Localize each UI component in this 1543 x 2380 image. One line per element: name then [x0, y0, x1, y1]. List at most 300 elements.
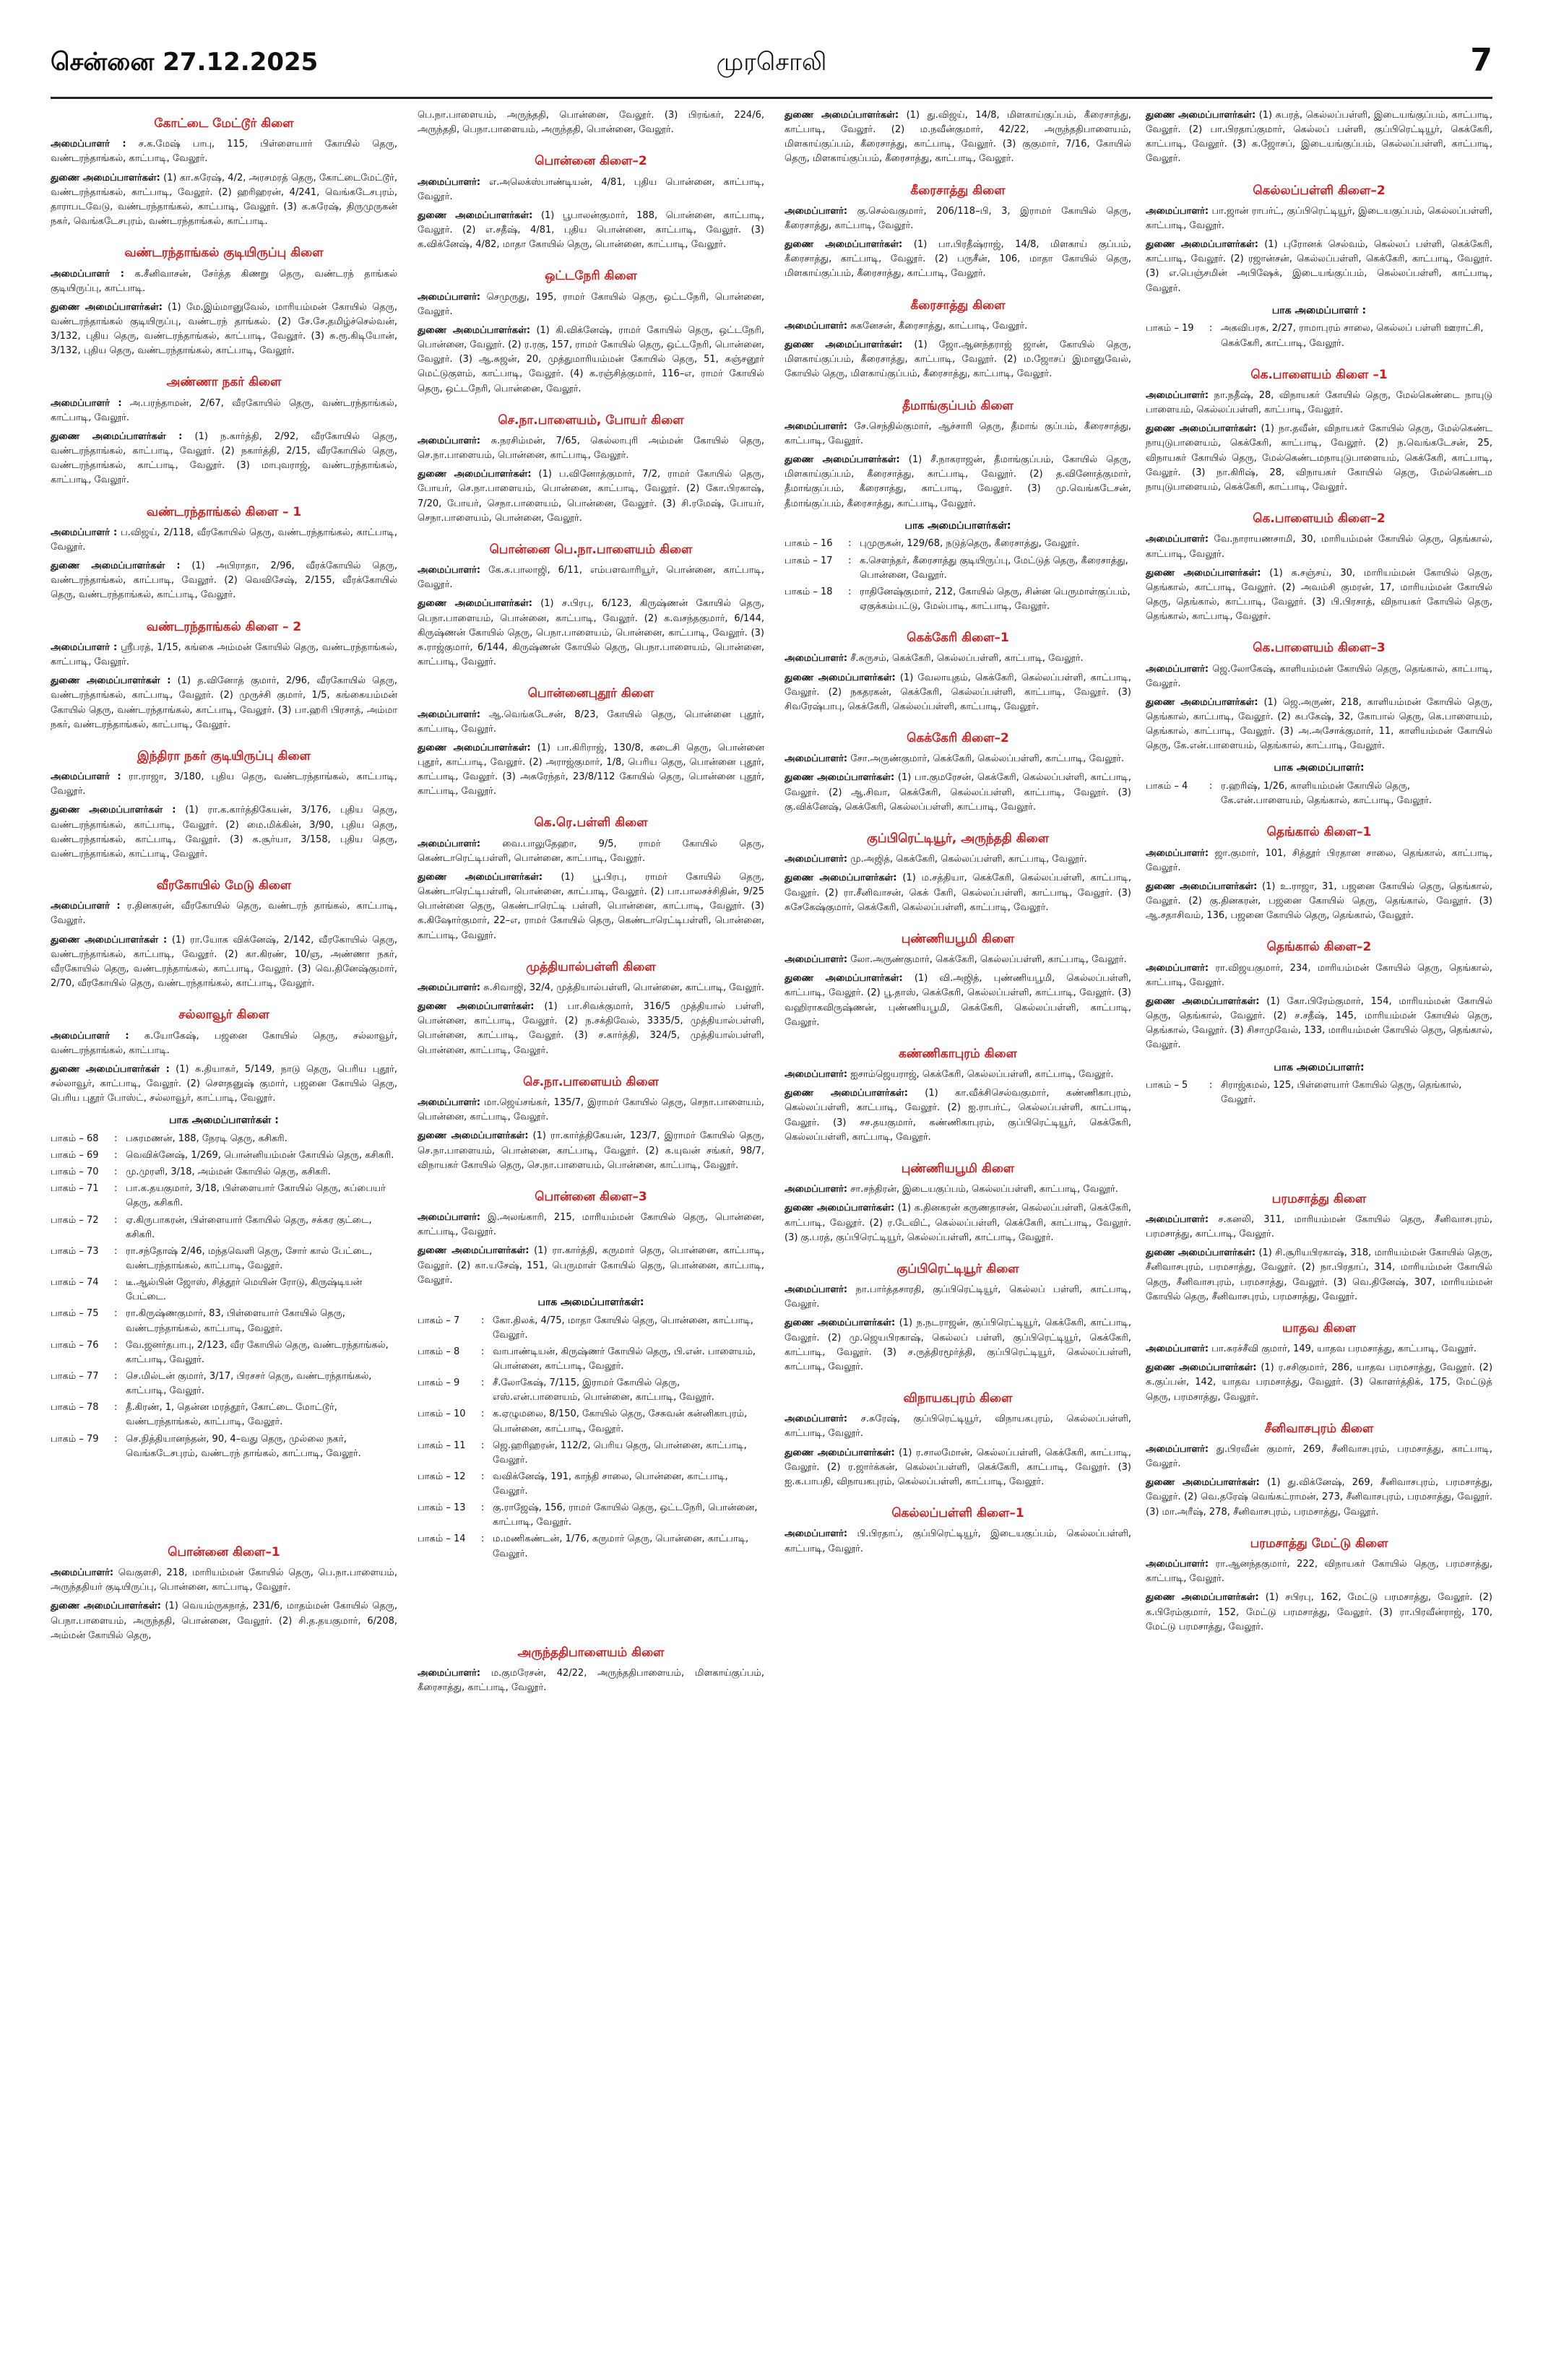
- subheading: பாக அமைப்பாளர் :: [1271, 304, 1367, 316]
- entry-text: சோ.அருண்குமார், கெக்கேரி, கெல்லப்பள்ளி, காட்பாடி, வேலூர்.: [850, 753, 1125, 765]
- booth-person: ர.ஹரிஷ், 1/26, காளியம்மன் கோயில் தெரு, கே.என்.பாளையம், தெங்கால், காட்பாடி, வேலூர்.: [1221, 781, 1432, 807]
- booth-row: [51, 1132, 397, 1146]
- entry-paragraph: [51, 770, 397, 799]
- section-heading: வண்டரந்தாங்கல் கிளை – 2: [146, 619, 302, 634]
- entry-label: துணை அமைப்பாளர்கள்:: [51, 301, 163, 313]
- entry-label: துணை அமைப்பாளர்கள்:: [1146, 1362, 1257, 1374]
- entry-label: அமைப்பாளர்:: [785, 753, 848, 765]
- booth-row: [51, 1369, 397, 1398]
- entry-paragraph: [418, 981, 764, 995]
- booth-colon: :: [114, 1371, 118, 1382]
- entry-text: (1) பூபாலன்குமார், 188, பொன்னை, காட்பாடி, வேலூர். (2) எ.சதீஷ், 4/81, புதிய பொன்னை, காட்பாடி, வேலூர். (3) க.விக்னேஷ், 4/82, மாதா கோயில் தெரு, பொன்னை, காட்பாடி, வேலூர்.: [418, 209, 764, 251]
- booth-number: பாகம் – 76: [51, 1339, 99, 1351]
- booth-colon: :: [481, 1377, 485, 1389]
- entry-label: அமைப்பாளர்:: [785, 854, 848, 865]
- entry-text: ச.க.மேஷ் பாபு, 115, பிள்ளையார் கோயில் தெரு, வண்டரந்தாங்கல், காட்பாடி, வேலூர்.: [51, 139, 397, 165]
- section-heading: ஒட்டநேரி கிளை: [545, 269, 637, 284]
- entry-label: அமைப்பாளர் :: [51, 139, 126, 150]
- entry-label: துணை அமைப்பாளர்கள்:: [418, 1130, 529, 1142]
- entry-paragraph: [1146, 1442, 1492, 1471]
- booth-colon: :: [1209, 1080, 1213, 1091]
- entry-text: க.சீனிவாசன், சேர்த்த கிணறு தெரு, வண்டரந் தாங்கல் குடியிருப்பு, காட்பாடி.: [51, 268, 397, 294]
- entry-paragraph: [418, 290, 764, 319]
- entry-text: இ.அலங்காரி, 215, மாரியம்மன் கோயில் தெரு, பொன்னை, காட்பாடி, வேலூர்.: [418, 1212, 764, 1238]
- entry-paragraph: [51, 674, 397, 732]
- entry-label: துணை அமைப்பாளர்கள்:: [1146, 996, 1260, 1008]
- entry-text: (1) ர.சசிகுமார், 286, யாதவ பரமசாத்து, வேலூர். (2) க.குப்பன், 142, யாதவ பரமசாத்து, வேலூர். (3) கொளர்த்திக், 175, மேட்டுத் தெரு, பரமசாத்து, வேலூர்.: [1146, 1362, 1492, 1403]
- entry-label: துணை அமைப்பாளர்கள்:: [785, 973, 903, 985]
- entry-text: எ.அலெக்ஸ்பாண்டியன், 4/81, புதிய பொன்னை, காட்பாடி, வேலூர்.: [418, 176, 764, 202]
- entry-label: அமைப்பாளர்:: [785, 1184, 848, 1195]
- entry-paragraph: [785, 1086, 1131, 1145]
- entry-paragraph: [418, 741, 764, 800]
- booth-person: ராதினேஷ்குமார், 212, கோயில் தெரு, சின்ன பெருமாள்குப்பம், ஏகுக்கம்பட்டு, மேல்பாடி, காட்பாடி, வேலூர்.: [860, 586, 1131, 612]
- section-heading: வீரகோயில் மேடு கிளை: [156, 878, 292, 893]
- section-heading: கெல்லப்பள்ளி கிளை–1: [891, 1506, 1024, 1521]
- entry-paragraph: [1146, 566, 1492, 625]
- booth-person: டீ.ஆல்பின் ஜோஸ், சித்தூர் மெயின் ரோடு, கிருஷ்டியன் பேட்டை.: [126, 1277, 363, 1303]
- entry-paragraph: [1146, 696, 1492, 754]
- booth-row: [418, 1501, 764, 1530]
- entry-label: துணை அமைப்பாளர்கள்:: [785, 1088, 908, 1099]
- entry-text: (1) பா.சிவக்குமார், 316/5 முத்தியால் பள்ளி, பொன்னை, காட்பாடி, வேலூர். (2) ந.சக்திவேல், 3335/5, முத்தியால்பள்ளி, பொன்னை, காட்பாடி, வேலூர். (3) ச.கார்த்தி, 324/5, முத்தியால்பள்ளி, பொன்னை, காட்பாடி, வேலூர்.: [418, 1001, 764, 1056]
- booth-number: பாகம் – 10: [418, 1408, 466, 1420]
- entry-label: துணை அமைப்பாளர்கள்:: [1146, 567, 1261, 579]
- booth-row: [418, 1345, 764, 1374]
- booth-colon: :: [114, 1214, 118, 1226]
- entry-text: (1) ஜோ.ஆனந்தராஜ் ஜான், கோயில் தெரு, மிளகாய்குப்பம், கீரைசாத்து, காட்பாடி, வேலூர். (2) ம.ஜோசப் இமானுவேல், கோயில் தெரு, மிளகாய்குப்பம், கீரைசாத்து, காட்பாடி, வேலூர்.: [785, 339, 1131, 380]
- booth-colon: :: [114, 1308, 118, 1320]
- booth-person: பா.க.தயகுமார், 3/18, பிள்ளையார் கோயில் தெரு, சுப்பையர் தெரு, கசிகரி.: [126, 1183, 386, 1209]
- booth-row: [785, 554, 1131, 583]
- booth-colon: :: [114, 1167, 118, 1178]
- entry-label: துணை அமைப்பாளர்கள்:: [418, 209, 533, 221]
- booth-person: ஜெ.ஹரிஹரன், 112/2, பெரிய தெரு, பொன்னை, காட்பாடி, வேலூர்.: [493, 1440, 747, 1466]
- entry-label: துணை அமைப்பாளர்கள்:: [785, 1203, 895, 1214]
- section-heading: கெக்கேரி கிளை–2: [907, 731, 1009, 745]
- entry-text: (1) கி.விக்னேஷ், ராமர் கோயில் தெரு, ஒட்டநேரி, பொன்னை, வேலூர். (2) ர.ரகு, 157, ராமர் கோயில் தெரு, ஒட்டநேரி, பொன்னை, வேலூர். (3) ஆ.சுஜன், 20, முத்துமாரியம்மன் கோயில் தெரு, 51, கஞ்சனூர் மெட்டுகுளம், காட்பாடி, வேலூர். (4) க.ரஞ்சித்குமார், 116–எ, ராமர் கோயில் தெரு, ஒட்டநேரி, பொன்னை, வேலூர்.: [418, 324, 764, 394]
- entry-paragraph: [418, 563, 764, 592]
- page-header: [51, 42, 1492, 92]
- entry-text: (1) நா.தவீன், விநாயகர் கோயில் தெரு, மேல்கெண்ட நாயுடுபாளையம், கெக்கேரி, காட்பாடி, வேலூர். (2) ந.வெங்கடேசன், 25, விநாயகர் கோயில் தெரு, மேல்கெண்டமநாயுடுபாளையம், கெக்கேரி, காட்பாடி, வேலூர். (3) நா.கிரிஷ், 28, விநாயகர் கோயில் தெரு, மேல்கெண்டம நாயுடுபாளையம், கெக்கேரி, காட்பாடி, வேலூர்.: [1146, 423, 1492, 493]
- entry-text: (1) சபிரபு, 162, மேட்டு பரமசாத்து, வேலூர். (2) க.பிரேம்குமார், 152, மேட்டு பரமசாத்து, வேலூர். (3) ரா.பிரவீன்ராஜ், 170, மேட்டு பரமசாத்து, வேலூர்.: [1146, 1592, 1492, 1632]
- entry-label: துணை அமைப்பாளர்கள்:: [418, 1245, 530, 1257]
- entry-text: (1) பா.பிரதீஷ்ராஜ், 14/8, மிளகாய் குப்பம், கீரைசாத்து, காட்பாடி, வேலூர். (2) பருசீன், 106, மாதா கோயில் தெரு, மிளகாய்குப்பம், கீரைசாத்து, காட்பாடி, வேலூர்.: [785, 239, 1131, 280]
- entry-label: துணை அமைப்பாளர்கள் :: [51, 934, 168, 945]
- booth-number: பாகம் – 68: [51, 1133, 99, 1144]
- entry-label: அமைப்பாளர்:: [51, 1567, 114, 1579]
- entry-text: (1) பா.குமரேசன், கெக்கேரி, கெல்லப்பள்ளி, காட்பாடி, வேலூர். (2) ஆ.சிவா, கெக்கேரி, கெல்லப்பள்ளி, காட்பாடி, வேலூர். (3) கு.விக்னேஷ், கெக்கேரி, கெல்லப்பள்ளி, காட்பாடி, வேலூர்.: [785, 772, 1131, 813]
- entry-text: (1) சீ.நாகராஜன், தீமாங்குப்பம், கோயில் தெரு, மிளகாய்குப்பம், கீரைசாத்து, காட்பாடி, வேலூர். (2) த.வினோத்குமார், தீமாங்குப்பம், கீரைசாத்து, காட்பாடி, வேலூர். (3) மு.வெங்கடேசன், தீமாங்குப்பம், கீரைசாத்து, காட்பாடி, வேலூர்.: [785, 454, 1131, 509]
- booth-number: பாகம் – 14: [418, 1533, 466, 1545]
- entry-text: சு.சிவாஜி, 32/4, முத்தியால்பள்ளி, பொன்னை, காட்பாடி, வேலூர்.: [483, 982, 764, 994]
- booth-colon: :: [481, 1346, 485, 1357]
- entry-text: (1) ச.பிரபு, 6/123, கிருஷ்ணன் கோயில் தெரு, பெநா.பாளையம், பொன்னை, காட்பாடி, வேலூர். (2) க.வசந்தகுமார், 6/144, கிருஷ்ணன் கோயில் தெரு, பெநா.பாளையம், பொன்னை, காட்பாடி, வேலூர். (3) சு.ராஜ்குமார், 6/144, கிருஷ்ணன் கோயில் தெரு, பெநா.பாளையம், பொன்னை, காட்பாடி, வேலூர்.: [418, 598, 764, 668]
- entry-paragraph: [51, 1599, 397, 1643]
- booth-row: [51, 1307, 397, 1336]
- entry-text: ஐசாம்ஜெயராஜ், கெக்கேரி, கெல்லப்பள்ளி, காட்பாடி, வேலூர்.: [850, 1069, 1114, 1081]
- booth-colon: :: [481, 1471, 485, 1482]
- section-heading: யாதவ கிளை: [1281, 1320, 1357, 1336]
- entry-paragraph: [51, 526, 397, 555]
- section-heading: அருந்ததிபாளையம் கிளை: [517, 1645, 665, 1660]
- booth-row: [1146, 321, 1492, 350]
- entry-label: துணை அமைப்பாளர்கள்:: [1146, 1477, 1260, 1489]
- entry-paragraph: [785, 420, 1131, 449]
- entry-label: துணை அமைப்பாளர்கள்:: [1146, 1247, 1256, 1259]
- entry-text: சுகனேசன், கீரைசாத்து, காட்பாடி, வேலூர்.: [850, 320, 1028, 332]
- entry-text: லோ.அருண்குமார், கெக்கேரி, கெல்லப்பள்ளி, காட்பாடி, வேலூர்.: [850, 954, 1127, 966]
- entry-text: (1) கோ.பிரேம்குமார், 154, மாரியம்மன் கோயில் தெரு, தெங்கால், வேலூர். (2) ச.சதீஷ், 145, மாரியம்மன் கோயில் தெரு, தெங்கால், வேலூர். (3) சிசாமுவேல், 133, மாரியம்மன் கோயில் தெரு, தெங்கால், வேலூர்.: [1146, 996, 1492, 1051]
- entry-label: அமைப்பாளர்:: [785, 1528, 848, 1540]
- entry-label: அமைப்பாளர்:: [418, 176, 481, 188]
- entry-label: துணை அமைப்பாளர்கள்:: [1146, 239, 1258, 251]
- booth-number: பாகம் – 7: [418, 1315, 460, 1326]
- entry-label: துணை அமைப்பாளர்கள்:: [785, 239, 903, 251]
- entry-paragraph: [785, 238, 1131, 281]
- entry-label: அமைப்பாளர்:: [785, 420, 848, 432]
- column-2: [418, 108, 764, 2362]
- entry-text: நா.நதீஷ், 28, விநாயகர் கோயில் தெரு, மேல்கெண்டை நாயுடு பாளையம், கெல்லப்பள்ளி, காட்பாடி, வேலூர்.: [1146, 390, 1492, 416]
- entry-paragraph: [418, 1129, 764, 1172]
- booth-number: பாகம் – 17: [785, 555, 833, 566]
- entry-label: அமைப்பாளர் :: [51, 771, 121, 783]
- entry-text: (1) சி.சூரியபிரகாஷ், 318, மாரியம்மன் கோயில் தெரு, சீனிவாசபுரம், பரமசாத்து, வேலூர். (2) நா.பிரதாப், 314, மாரியம்மன் கோயில் தெரு, சீனிவாசபுரம், பரமசாத்து, வேலூர். (3) வெ.தினேஷ், 307, மாரியம்மன் கோயில் தெரு, சீனிவாசபுரம், பரமசாத்து, வேலூர்.: [1146, 1247, 1492, 1302]
- booth-row: [785, 585, 1131, 614]
- entry-label: அமைப்பாளர்:: [1146, 1559, 1209, 1570]
- entry-label: அமைப்பாளர்:: [785, 320, 848, 332]
- entry-paragraph: [785, 1412, 1131, 1441]
- booth-row: [51, 1432, 397, 1461]
- column-1: [51, 108, 397, 2362]
- booth-colon: :: [114, 1150, 118, 1161]
- section-heading: புண்ணியபூமி கிளை: [901, 931, 1015, 946]
- entry-label: துணை அமைப்பாளர்கள் :: [51, 431, 183, 442]
- entry-label: துணை அமைப்பாளர்கள்:: [1146, 110, 1256, 121]
- entry-paragraph: [1146, 1213, 1492, 1242]
- entry-paragraph: [1146, 1246, 1492, 1304]
- entry-paragraph: [418, 324, 764, 397]
- entry-paragraph: [418, 597, 764, 670]
- entry-text: ர.தினகரன், வீரகோயில் தெரு, வண்டரந் தாங்கல், காட்பாடி, வேலூர்.: [51, 901, 397, 927]
- entry-paragraph: [785, 1068, 1131, 1082]
- booth-row: [418, 1314, 764, 1343]
- booth-person: வாபாண்டியன், கிருஷ்ணர் கோயில் தெரு, பி.என். பாளையம், பொன்னை, காட்பாடி, வேலூர்.: [493, 1346, 756, 1372]
- booth-number: பாகம் – 16: [785, 538, 833, 550]
- subheading: பாக அமைப்பாளர்கள் :: [169, 1115, 279, 1127]
- booth-person: அகவிபரசு, 2/27, ராமாபுரம் சாலை, கெல்லப் பள்ளி ஊராட்சி, கெக்கேரி, காட்பாடி, வேலூர்.: [1221, 323, 1484, 349]
- entry-paragraph: [51, 171, 397, 230]
- entry-paragraph: [1146, 961, 1492, 990]
- booth-person: பசுரமணன், 188, நேரடி தெரு, கசிகரி.: [126, 1133, 288, 1144]
- entry-paragraph: [1146, 995, 1492, 1053]
- entry-text: வே.நாராயணசாமி, 30, மாரியம்மன் கோயில் தெரு, தெங்கால், காட்பாடி, வேலூர்.: [1146, 534, 1492, 560]
- entry-paragraph: [785, 771, 1131, 814]
- entry-paragraph: [51, 430, 397, 488]
- booth-number: பாகம் – 19: [1146, 323, 1194, 334]
- entry-text: வை.பாலுதேஹா, 9/5, ராமர் கோயில் தெரு, கெண்டாரெட்டிபள்ளி, பொன்னை, காட்பாடி, வேலூர்.: [418, 838, 764, 864]
- entry-text: (1) வேலாயுதம், கெக்கேரி, கெல்லப்பள்ளி, காட்பாடி, வேலூர். (2) நகதரகன், கெக்கேரி, கெல்லப்பள்ளி, காட்பாடி, வேலூர். (3) சிவரேஷ்பாபு, கெக்கேரி, கெல்லப்பள்ளி, காட்பாடி, வேலூர்.: [785, 672, 1131, 712]
- entry-paragraph: [418, 708, 764, 737]
- booth-row: [418, 1532, 764, 1561]
- booth-number: பாகம் – 11: [418, 1440, 466, 1451]
- entry-label: துணை அமைப்பாளர்கள் :: [51, 675, 171, 687]
- entry-paragraph: [785, 108, 1131, 167]
- entry-text: (1) சு.தியாகர், 5/149, நாடு தெரு, பெரிய புதூர், சல்லாவூர், காட்பாடி, வேலூர். (2) சௌதனுஷ் குமார், பஜனை கோயில் தெரு, பெரிய புதூர் போஸ்ட், சல்லாவூர், காட்பாடி, வேலூர்.: [51, 1063, 397, 1104]
- entry-text: ச.கனலி, 311, மாரியம்மன் கோயில் தெரு, சீனிவாசபுரம், பரமசாத்து, காட்பாடி, வேலூர்.: [1146, 1213, 1492, 1240]
- section-heading: பரமசாத்து மேட்டு கிளை: [1250, 1536, 1388, 1551]
- entry-paragraph: [785, 752, 1131, 766]
- section-heading: அண்ணா நகர் கிளை: [166, 375, 282, 390]
- entry-label: அமைப்பாளர் :: [51, 397, 122, 409]
- entry-label: துணை அமைப்பாளர்கள்:: [418, 871, 543, 883]
- entry-text: (1) து.விக்னேஷ், 269, சீனிவாசபுரம், பரமசாத்து, வேலூர். (2) வெ.தரேஷ் வெங்கட்ராமன், 273, சீனிவாசபுரம், பரமசாத்து, வேலூர். (3) மா.அரீஷ், 278, சீனிவாசபுரம், பரமசாத்து, வேலூர்.: [1146, 1477, 1492, 1518]
- section-heading: பொன்னை கிளை–1: [168, 1544, 280, 1559]
- entry-label: துணை அமைப்பாளர்கள்:: [51, 1601, 161, 1612]
- entry-label: துணை அமைப்பாளர்கள் :: [51, 561, 181, 572]
- entry-paragraph: [1146, 1361, 1492, 1404]
- entry-paragraph: [785, 319, 1131, 334]
- booth-colon: :: [114, 1339, 118, 1351]
- entry-paragraph: [418, 1211, 764, 1239]
- entry-paragraph: [1146, 1591, 1492, 1634]
- section-heading: தெங்கால் கிளை–2: [1266, 940, 1372, 955]
- entry-paragraph: [1146, 204, 1492, 233]
- booth-person: வவிக்னேஷ், 191, காந்தி சாலை, பொன்னை, காட்பாடி, வேலூர்.: [493, 1471, 728, 1497]
- entry-label: துணை அமைப்பாளர்கள்:: [418, 1001, 535, 1013]
- section-heading: தீமாங்குப்பம் கிளை: [902, 398, 1013, 413]
- section-heading: வண்டரந்தாங்கல் குடியிருப்பு கிளை: [124, 246, 324, 261]
- booth-colon: :: [114, 1433, 118, 1445]
- entry-text: (1) க.தினகரன் கருணதாசன், கெல்லப்பள்ளி, கெக்கேரி, காட்பாடி, வேலூர். (2) ர.டேவிட், கெல்லப்பள்ளி, கெக்கேரி, காட்பாடி, வேலூர். (3) கு.பரத், குப்பிரெட்டியூர், கெல்லப்பள்ளி, காட்பாடி, வேலூர்.: [785, 1203, 1131, 1243]
- entry-paragraph: [1146, 1476, 1492, 1519]
- booth-number: பாகம் – 73: [51, 1245, 99, 1257]
- entry-text: சே.செந்தில்குமார், ஆச்சாரி தெரு, தீமாங் குப்பம், கீரைசாத்து, காட்பாடி, வேலூர்.: [785, 420, 1131, 446]
- page-number: 7: [1470, 42, 1492, 79]
- entry-label: அமைப்பாளர்:: [418, 838, 481, 849]
- booth-person: ரா.சந்தோஷ் 2/46, மந்தவெளி தெரு, சோர் கால் பேட்டை, வண்டரந்தாங்கல், காட்பாடி, வேலூர்.: [126, 1245, 373, 1272]
- section-heading: கெ.பாளையம் கிளை –1: [1250, 367, 1388, 382]
- entry-paragraph: [1146, 389, 1492, 417]
- entry-label: அமைப்பாளர்:: [1146, 962, 1209, 974]
- booth-row: [418, 1470, 764, 1499]
- section-heading: சல்லாவூர் கிளை: [178, 1008, 269, 1023]
- booth-number: பாகம் – 74: [51, 1277, 99, 1289]
- entry-paragraph: [51, 1029, 397, 1058]
- entry-paragraph: [1146, 662, 1492, 691]
- section-heading: கெ.பாளையம் கிளை–2: [1253, 511, 1386, 527]
- entry-paragraph: [51, 933, 397, 992]
- entry-paragraph: [785, 652, 1131, 666]
- booth-colon: :: [114, 1402, 118, 1414]
- booth-colon: :: [481, 1533, 485, 1545]
- booth-number: பாகம் – 78: [51, 1402, 99, 1414]
- booth-colon: :: [481, 1408, 485, 1420]
- entry-label: அமைப்பாளர்:: [418, 709, 481, 720]
- entry-paragraph: [418, 1000, 764, 1058]
- entry-text: கு.செல்வகுமார், 206/118–பி, 3, இராமர் கோயில் தெரு, கீரைசாத்து, காட்பாடி, வேலூர்.: [785, 205, 1131, 232]
- spacer: [1146, 1110, 1492, 1175]
- entry-paragraph: [51, 899, 397, 928]
- entry-text: சு.நரசிம்மன், 7/65, கெல்லாபுரி அம்மன் கோயில் தெரு, செ.நா.பாளையம், பொன்னை, காட்பாடி, வேலூர்.: [418, 436, 764, 462]
- entry-label: துணை அமைப்பாளர்கள் :: [51, 805, 176, 816]
- entry-label: அமைப்பாளர்:: [785, 1414, 848, 1425]
- section-heading: கெக்கேரி கிளை–1: [907, 631, 1009, 646]
- entry-paragraph: [51, 397, 397, 425]
- booth-row: [418, 1407, 764, 1436]
- entry-text: (1) ம.சத்தியா, கெக்கேரி, கெல்லப்பள்ளி, காட்பாடி, வேலூர். (2) ரா.சீனிவாசன், கெக் கேரி, கெல்லப்பள்ளி, காட்பாடி, வேலூர். (3) சுசேகேஷ்குமார், கெக்கேரி, கெல்லப்பள்ளி, காட்பாடி, வேலூர்.: [785, 873, 1131, 913]
- entry-label: அமைப்பாளர்:: [418, 565, 481, 576]
- booth-number: பாகம் – 75: [51, 1308, 99, 1320]
- booth-number: பாகம் – 4: [1146, 781, 1188, 792]
- booth-person: தீ.கிரண், 1, தென்ன மரத்தூர், கோட்டை மோட்டூர், வண்டரந்தாங்கல், காட்பாடி, வேலூர்.: [126, 1402, 337, 1428]
- booth-number: பாகம் – 12: [418, 1471, 466, 1482]
- booth-row: [51, 1148, 397, 1163]
- entry-label: அமைப்பாளர் :: [51, 268, 124, 280]
- entry-paragraph: [1146, 1557, 1492, 1586]
- entry-paragraph: [785, 972, 1131, 1030]
- entry-paragraph: [418, 467, 764, 526]
- entry-paragraph: [785, 1182, 1131, 1197]
- entry-paragraph: [418, 837, 764, 866]
- booth-number: பாகம் – 72: [51, 1214, 99, 1226]
- entry-text: மு.அஜித், கெக்கேரி, கெல்லப்பள்ளி, காட்பாடி, வேலூர்.: [850, 854, 1087, 865]
- booth-person: செ.நித்தியானந்தன், 90, 4–வது தெரு, முல்லை நகர், வெங்கடேசபுரம், வண்டரந் தாங்கல், காட்பாடி, வேலூர்.: [126, 1433, 361, 1459]
- section-heading: கெ.பாளையம் கிளை–3: [1253, 641, 1386, 656]
- section-heading: செ.நா.பாளையம் கிளை: [523, 1074, 659, 1089]
- entry-text: (1) வெயம்ருகநாத், 231/6, மாதம்மன் கோயில் தெரு, பெநா.பாளையம், அருந்ததி, பொன்னை, வேலூர். (2) சி.த.தயகுமார், 6/208, அம்மன் கோயில் தெரு,: [51, 1601, 397, 1641]
- entry-paragraph: [418, 1244, 764, 1287]
- entry-label: துணை அமைப்பாளர்கள்:: [1146, 881, 1258, 893]
- entry-text: (1) மே.இம்மானுவேல், மாரியம்மன் கோயில் தெரு, வண்டரந்தாங்கல் குடியிருப்பு, வண்டரந் தாங்கல். (2) சே.சே.தமிழ்ச்செல்வன், 3/132, புதிய தெரு, வண்டரந்தாங்கல், காட்பாடி, வேலூர். (3) சு.ரூ.கிடியோன், 3/132, புதிய தெரு, வண்டரந்தாங்கல், காட்பாடி, வேலூர்.: [51, 301, 397, 357]
- entry-paragraph: [418, 1666, 764, 1695]
- entry-text: ஆ.வெங்கடேசன், 8/23, கோயில் தெரு, பொன்னை புதூர், காட்பாடி, வேலூர்.: [418, 709, 764, 735]
- entry-text: (1) து.விஜய், 14/8, மிளகாய்குப்பம், கீரைசாத்து, காட்பாடி, வேலூர். (2) ம.நவீன்குமார், 42/22, அருந்ததிபாளையம், மிளகாய்குப்பம், கீரைசாத்து, காட்பாடி, வேலூர். (3) குகுமார், 7/16, கோயில் தெரு, மிளகாய்குப்பம், கீரைசாத்து, காட்பாடி, வேலூர்.: [785, 110, 1131, 165]
- entry-label: துணை அமைப்பாளர்கள் :: [51, 1063, 170, 1075]
- subheading: பாக அமைப்பாளர்:: [1274, 762, 1365, 774]
- entry-text: கே.க.பாலாஜி, 6/11, எம்பளவாரியூர், பொன்னை, காட்பாடி, வேலூர்.: [418, 565, 764, 591]
- column-4: [1146, 108, 1492, 2362]
- entry-text: (1) ரா.க.கார்த்திகேயன், 3/176, புதிய தெரு, வண்டரந்தாங்கல், காட்பாடி, வேலூர். (2) மை.மிக்கின், 3/90, புதிய தெரு, வண்டரந்தாங்கல், காட்பாடி, வேலூர். (3) க.சூர்யா, 3/158, புதிய தெரு, வண்டரந்தாங்கல், காட்பாடி, வேலூர்.: [51, 805, 397, 860]
- entry-text: (1) ஜெ.அருண், 218, காளியம்மன் கோயில் தெரு, தெங்கால், காட்பாடி, வேலூர். (2) சுபகேஷ், 32, கோபால் தெரு, கெ.பாளையம், தெங்கால், காட்பாடி, வேலூர். (3) அ.அசோக்குமார், 11, காளியம்மன் கோயில் தெரு, கே.என்.பாளையம், தெங்கால், காட்பாடி, வேலூர்.: [1146, 696, 1492, 752]
- entry-text: க.யோகேஷ், பஜனை கோயில் தெரு, சல்லாவூர், வண்டரந்தாங்கல், காட்பாடி.: [51, 1030, 397, 1056]
- booth-colon: :: [114, 1183, 118, 1195]
- booth-person: புமுருகன், 129/68, நடுத்தெரு, கீரைசாத்து, வேலூர்.: [860, 538, 1080, 550]
- entry-label: அமைப்பாளர்:: [418, 982, 481, 994]
- entry-text: பெ.நா.பாளையம், அருந்ததி, பொன்னை, வேலூர். (3) பிரங்கர், 224/6, அருந்ததி, பெநா.பாளையம், அருந்ததி, பொன்னை, வேலூர்.: [418, 110, 764, 136]
- booth-colon: :: [848, 538, 852, 550]
- booth-person: கோ.திலக், 4/75, மாதா கோயில் தெரு, பொன்னை, காட்பாடி, வேலூர்.: [493, 1315, 753, 1341]
- entry-paragraph: [785, 953, 1131, 967]
- booth-colon: :: [848, 555, 852, 566]
- booth-person: வெவிக்னேஷ், 1/269, பொன்னியம்மன் கோயில் தெரு, கசிகரி.: [126, 1150, 394, 1161]
- entry-paragraph: [785, 204, 1131, 233]
- entry-text: ஜெ.லோகேஷ், காளியம்மன் கோயில் தெரு, தெங்கால், காட்பாடி, வேலூர்.: [1146, 663, 1492, 689]
- section-heading: தெங்கால் கிளை–1: [1266, 825, 1372, 840]
- entry-paragraph: [418, 1096, 764, 1125]
- entry-paragraph: [1146, 422, 1492, 495]
- entry-text: (1) கா.சுரேஷ், 4/2, அரசமரத் தெரு, கோட்டைமேட்டூர், வண்டரந்தாங்கல், காட்பாடி, வேலூர். (2) ஹரிஹரன், 4/241, வெங்கடேசபுரம், தாராபடவேடு, வண்டரந்தாங்கல், காட்பாடி, வேலூர். (3) க.சுரேஷ், திருமுருகன் நகர், வெங்கடேசபுரம், வண்டரந்தாங்கல், காட்பாடி.: [51, 172, 397, 228]
- entry-label: அமைப்பாளர்:: [785, 205, 848, 217]
- entry-label: அமைப்பாளர்:: [418, 1097, 481, 1109]
- entry-paragraph: [785, 1527, 1131, 1556]
- entry-label: அமைப்பாளர்:: [418, 291, 481, 303]
- entry-paragraph: [785, 871, 1131, 914]
- entry-text: ச.சுரேஷ், குப்பிரெட்டியூர், விநாயகபுரம், கெல்லப்பள்ளி, காட்பாடி, வேலூர்.: [785, 1414, 1131, 1440]
- entry-label: அமைப்பாளர்:: [785, 653, 848, 665]
- entry-paragraph: [51, 1063, 397, 1106]
- entry-label: துணை அமைப்பாளர்கள்:: [785, 873, 897, 884]
- entry-paragraph: [785, 338, 1131, 381]
- entry-paragraph: [418, 176, 764, 204]
- entry-label: அமைப்பாளர்:: [1146, 1444, 1209, 1455]
- entry-label: துணை அமைப்பாளர்கள்:: [1146, 423, 1257, 435]
- section-heading: விநாயகபுரம் கிளை: [903, 1391, 1013, 1406]
- entry-text: (1) ப.வினோத்குமார், 7/2, ராமர் கோயில் தெரு, போயர், செ.நா.பாளையம், பொன்னை, காட்பாடி, வேலூர். (2) கோ.பிரகாஷ், 7/20, போயர், செநா.பாளையம், பொன்னை, வேலூர். (3) சி.ரமேஷ், போயர், செநா.பாளையம், பொன்னை, வேலூர்.: [418, 469, 764, 524]
- entry-paragraph: [418, 870, 764, 943]
- booth-number: பாகம் – 71: [51, 1183, 99, 1195]
- entry-label: அமைப்பாளர் :: [51, 641, 118, 653]
- entry-label: அமைப்பாளர்:: [1146, 1213, 1209, 1225]
- section-heading: புண்ணியபூமி கிளை: [901, 1161, 1015, 1176]
- booth-colon: :: [1209, 323, 1213, 334]
- entry-text: சா.சந்திரன், இடையகுப்பம், கெல்லப்பள்ளி, காட்பாடி, வேலூர்.: [850, 1184, 1118, 1195]
- entry-text: வெகுளசி, 218, மாரியம்மன் கோயில் தெரு, பெ.நா.பாளையம், அருந்ததியர் குடியிருப்பு, பொன்னை, காட்பாடி, வேலூர்.: [51, 1567, 397, 1593]
- entry-label: அமைப்பாளர்:: [785, 954, 848, 966]
- entry-text: (1) ந.கார்த்தி, 2/92, வீரகோயில் தெரு, வண்டரந்தாங்கல், காட்பாடி, வேலூர். (2) நகார்த்தி, 2/15, வீரகோயில் தெரு, வண்டரந்தாங்கல், காட்பாடி, வேலூர். (3) மாபுவராஜ், வண்டரந்தாங்கல், காட்பாடி, வேலூர்.: [51, 431, 397, 486]
- section-heading: பொன்னை கிளை–2: [535, 154, 647, 169]
- entry-paragraph: [785, 852, 1131, 867]
- entry-label: அமைப்பாளர் :: [51, 901, 121, 912]
- header-title: முரசொலி: [716, 48, 827, 77]
- entry-label: அமைப்பாளர்:: [418, 1212, 481, 1224]
- entry-text: சீ.சுருசம், கெக்கேரி, கெல்லப்பள்ளி, காட்பாடி, வேலூர்.: [850, 653, 1084, 665]
- entry-paragraph: [785, 1316, 1131, 1375]
- header-date: சென்னை 27.12.2025: [51, 48, 319, 77]
- booth-number: பாகம் – 13: [418, 1502, 466, 1514]
- entry-label: துணை அமைப்பாளர்கள்:: [785, 1317, 896, 1329]
- booth-person: செ.மில்டன் குமார், 3/17, பிரசசர் தெரு, வண்டரந்தாங்கல், காட்பாடி, வேலூர்.: [126, 1371, 372, 1397]
- booth-row: [51, 1276, 397, 1304]
- booth-person: க.சௌந்தர், கீரைசாத்து குடியிருப்பு, மேட்டுத் தெரு, கீரைசாத்து, பொன்னை, வேலூர்.: [860, 555, 1128, 581]
- entry-text: (1) பூ.பிரபு, ராமர் கோயில் தெரு, கெண்டாரெட்டிபள்ளி, பொன்னை, காட்பாடி, வேலூர். (2) பா.பாலசச்சிதின், 9/25 பொன்னை தெரு, கெண்டாரெட்டி பள்ளி, பொன்னை, காட்பாடி, வேலூர். (3) க.கிஷோர்குமார், 22–எ, ராமர் கோயில் தெரு, கெண்டாரெட்டிபள்ளி, பொன்னை, காட்பாடி, வேலூர்.: [418, 871, 764, 941]
- entry-text: பி.பிரதாப், குப்பிரெட்டியூர், இடையகுப்பம், கெல்லப்பள்ளி, காட்பாடி, வேலூர்.: [785, 1528, 1131, 1554]
- entry-label: அமைப்பாளர்:: [1146, 663, 1209, 675]
- section-heading: கீரைசாத்து கிளை: [910, 183, 1006, 198]
- entry-text: (1) வி.அஜித், புண்ணியபூமி, கெல்லப்பள்ளி, காட்பாடி, வேலூர். (2) பூ.தாஸ், கெக்கேரி, கெல்லப்பள்ளி, காட்பாடி, வேலூர். (3) வஹிராகவிருஷ்ணன், புண்ணியபூமி, கெக்கேரி, கெல்லப்பள்ளி, காட்பாடி, வேலூர்.: [785, 973, 1131, 1028]
- spacer: [51, 1463, 397, 1528]
- entry-label: துணை அமைப்பாளர்கள்:: [785, 1447, 895, 1458]
- booth-colon: :: [848, 586, 852, 597]
- entry-label: துணை அமைப்பாளர்கள்:: [418, 598, 532, 610]
- entry-paragraph: [785, 453, 1131, 511]
- section-heading: கெல்லப்பள்ளி கிளை–2: [1253, 183, 1386, 198]
- entry-paragraph: [1146, 238, 1492, 296]
- section-heading: பொன்னை கிளை–3: [535, 1189, 647, 1204]
- section-heading: முத்தியால்பள்ளி கிளை: [526, 959, 656, 974]
- booth-person: சீ.லோகேஷ், 7/115, இராமர் கோயில் தெரு, எஸ்.என்.பாளையம், பொன்னை, காட்பாடி, வேலூர்.: [493, 1377, 714, 1403]
- entry-paragraph: [418, 209, 764, 252]
- entry-text: ரா.விஜயகுமார், 234, மாரியம்மன் கோயில் தெரு, தெங்கால், காட்பாடி, வேலூர்.: [1146, 962, 1492, 988]
- entry-paragraph: [51, 300, 397, 359]
- booth-row: [51, 1245, 397, 1273]
- booth-row: [418, 1376, 764, 1405]
- entry-text: (1) கா.வீக்சிசெல்வகுமார், கண்ணிகாபுரம், கெல்லப்பள்ளி, காட்பாடி, வேலூர். (2) ஐ.ராபர்ட், கெல்லப்பள்ளி, காட்பாடி, வேலூர். (3) சச.தயகுமார், கண்ணிகாபுரம், குப்பிரெட்டியூர், கெக்கேரி, கெல்லப்பள்ளி, காட்பாடி, வேலூர்.: [785, 1088, 1131, 1143]
- booth-row: [51, 1165, 397, 1180]
- section-heading: கெ.ரெ.பள்ளி கிளை: [534, 815, 648, 831]
- booth-colon: :: [114, 1133, 118, 1144]
- entry-label: துணை அமைப்பாளர்கள்:: [785, 110, 899, 121]
